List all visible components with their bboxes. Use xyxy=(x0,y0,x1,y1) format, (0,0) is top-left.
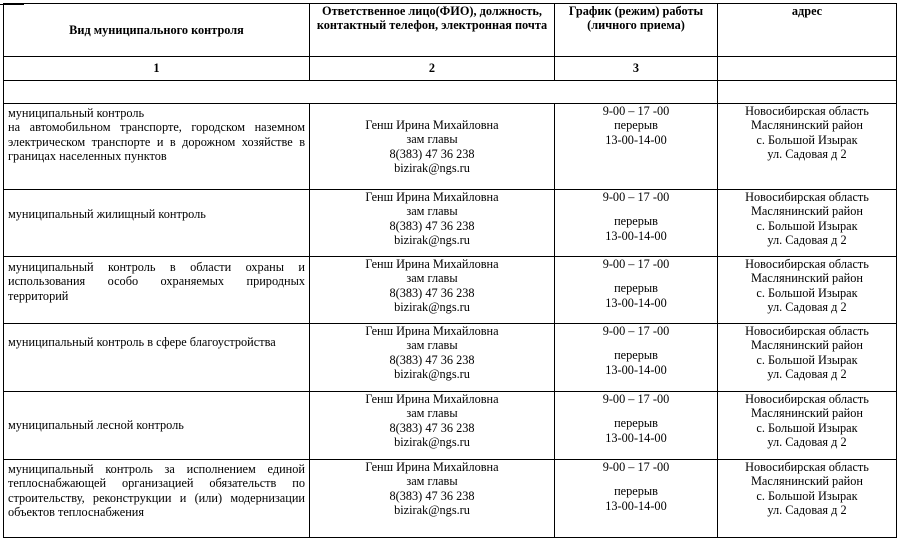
person-name: Генш Ирина Михайловна xyxy=(365,190,499,204)
person-position: зам главы xyxy=(406,406,458,421)
address-village: с. Большой Изырак xyxy=(756,218,858,233)
table-row xyxy=(4,104,897,190)
person-position: зам главы xyxy=(406,338,458,353)
person-name: Генш Ирина Михайловна xyxy=(365,460,499,474)
schedule-hours: 9-00 – 17 -00 xyxy=(602,460,670,474)
person-email: bizirak@ngs.ru xyxy=(394,161,470,176)
address-street: ул. Садовая д 2 xyxy=(767,435,847,450)
address-street: ул. Садовая д 2 xyxy=(767,233,847,248)
control-type-text: муниципальный контроль за исполнением единой теплоснабжающей организацией обязательств по строительству, реконструкции и (или) модернизации объектов теплоснабжения xyxy=(8,462,305,520)
control-type-text: муниципальный контроль в области охраны и использования особо охраняемых природных территорий xyxy=(8,260,305,303)
schedule-break-time: 13-00-14-00 xyxy=(605,132,667,147)
control-type-text: муниципальный контроль в сфере благоустройства xyxy=(8,335,276,349)
schedule-break-label: перерыв xyxy=(614,484,658,499)
address-region: Новосибирская область xyxy=(745,324,869,338)
person-email: bizirak@ngs.ru xyxy=(394,435,470,450)
address-street: ул. Садовая д 2 xyxy=(767,367,847,382)
person-phone: 8(383) 47 36 238 xyxy=(389,146,475,161)
schedule-break-time: 13-00-14-00 xyxy=(605,430,667,445)
schedule-cell xyxy=(555,190,718,257)
address-village: с. Большой Изырак xyxy=(756,285,858,300)
address-village: с. Большой Изырак xyxy=(756,352,858,367)
schedule-break-time: 13-00-14-00 xyxy=(605,295,667,310)
address-region: Новосибирская область xyxy=(745,190,869,204)
schedule-hours: 9-00 – 17 -00 xyxy=(602,257,670,271)
municipal-control-table xyxy=(3,3,897,538)
table-row xyxy=(4,392,897,460)
person-name: Генш Ирина Михайловна xyxy=(365,324,499,338)
column-number-row xyxy=(4,57,897,81)
address-cell xyxy=(718,324,897,392)
schedule-hours: 9-00 – 17 -00 xyxy=(602,324,670,338)
person-phone: 8(383) 47 36 238 xyxy=(389,352,475,367)
schedule-break-time: 13-00-14-00 xyxy=(605,228,667,243)
schedule-hours: 9-00 – 17 -00 xyxy=(602,190,670,204)
person-name: Генш Ирина Михайловна xyxy=(365,118,499,132)
address-cell xyxy=(718,460,897,538)
address-region: Новосибирская область xyxy=(745,104,869,118)
blank-cell xyxy=(718,81,897,104)
address-cell xyxy=(718,190,897,257)
schedule-break-time: 13-00-14-00 xyxy=(605,362,667,377)
schedule-cell xyxy=(555,460,718,538)
header-schedule: График (режим) работы (личного приема) xyxy=(555,4,718,57)
address-village: с. Большой Изырак xyxy=(756,420,858,435)
schedule-break-label: перерыв xyxy=(614,281,658,296)
table-row xyxy=(4,460,897,538)
control-type-cell xyxy=(4,324,310,392)
control-type-title: муниципальный контроль xyxy=(8,106,145,120)
address-street: ул. Садовая д 2 xyxy=(767,147,847,162)
address-district: Маслянинский район xyxy=(751,474,863,489)
person-cell xyxy=(310,104,555,190)
person-email: bizirak@ngs.ru xyxy=(394,300,470,315)
address-street: ул. Садовая д 2 xyxy=(767,503,847,518)
header-control-type: Вид муниципального контроля xyxy=(4,4,310,57)
address-region: Новосибирская область xyxy=(745,257,869,271)
address-cell xyxy=(718,392,897,460)
address-street: ул. Садовая д 2 xyxy=(767,300,847,315)
person-position: зам главы xyxy=(406,271,458,286)
control-type-cell xyxy=(4,257,310,324)
blank-cell xyxy=(4,81,718,104)
address-region: Новосибирская область xyxy=(745,392,869,406)
column-number: 3 xyxy=(555,57,718,81)
schedule-cell xyxy=(555,324,718,392)
person-phone: 8(383) 47 36 238 xyxy=(389,420,475,435)
column-number: 1 xyxy=(4,57,310,81)
person-cell xyxy=(310,460,555,538)
blank-row xyxy=(4,81,897,104)
person-position: зам главы xyxy=(406,474,458,489)
person-email: bizirak@ngs.ru xyxy=(394,503,470,518)
control-type-text: на автомобильном транспорте, городском наземном электрическом транспорте и в дорожном хозяйстве в границах населенных пунктов xyxy=(8,120,305,164)
schedule-cell xyxy=(555,257,718,324)
person-cell xyxy=(310,324,555,392)
schedule-break-label: перерыв xyxy=(614,214,658,229)
table-row xyxy=(4,257,897,324)
address-village: с. Большой Изырак xyxy=(756,132,858,147)
person-phone: 8(383) 47 36 238 xyxy=(389,488,475,503)
table-header-row xyxy=(4,4,897,57)
schedule-cell xyxy=(555,104,718,190)
schedule-cell xyxy=(555,392,718,460)
schedule-break-label: перерыв xyxy=(614,118,658,133)
schedule-break-time: 13-00-14-00 xyxy=(605,498,667,513)
address-cell xyxy=(718,257,897,324)
column-number: 2 xyxy=(310,57,555,81)
column-number xyxy=(718,57,897,81)
control-type-cell xyxy=(4,460,310,538)
person-cell xyxy=(310,257,555,324)
person-email: bizirak@ngs.ru xyxy=(394,367,470,382)
address-cell xyxy=(718,104,897,190)
address-district: Маслянинский район xyxy=(751,271,863,286)
schedule-break-label: перерыв xyxy=(614,416,658,431)
person-cell xyxy=(310,190,555,257)
address-district: Маслянинский район xyxy=(751,118,863,133)
person-position: зам главы xyxy=(406,204,458,219)
schedule-hours: 9-00 – 17 -00 xyxy=(602,104,670,118)
address-district: Маслянинский район xyxy=(751,204,863,219)
control-type-text: муниципальный жилищный контроль xyxy=(8,207,206,221)
schedule-hours: 9-00 – 17 -00 xyxy=(602,392,670,406)
person-phone: 8(383) 47 36 238 xyxy=(389,218,475,233)
address-district: Маслянинский район xyxy=(751,406,863,421)
person-email: bizirak@ngs.ru xyxy=(394,233,470,248)
address-district: Маслянинский район xyxy=(751,338,863,353)
schedule-break-label: перерыв xyxy=(614,348,658,363)
person-phone: 8(383) 47 36 238 xyxy=(389,285,475,300)
address-region: Новосибирская область xyxy=(745,460,869,474)
person-cell xyxy=(310,392,555,460)
header-responsible-person: Ответственное лицо(ФИО), должность, контактный телефон, электронная почта xyxy=(310,4,555,57)
control-type-cell xyxy=(4,392,310,460)
table-row xyxy=(4,324,897,392)
header-address: адрес xyxy=(718,4,897,57)
control-type-cell xyxy=(4,190,310,257)
table-row xyxy=(4,190,897,257)
control-type-text: муниципальный лесной контроль xyxy=(8,418,184,433)
person-position: зам главы xyxy=(406,132,458,147)
address-village: с. Большой Изырак xyxy=(756,488,858,503)
control-type-cell xyxy=(4,104,310,190)
person-name: Генш Ирина Михайловна xyxy=(365,257,499,271)
person-name: Генш Ирина Михайловна xyxy=(365,392,499,406)
